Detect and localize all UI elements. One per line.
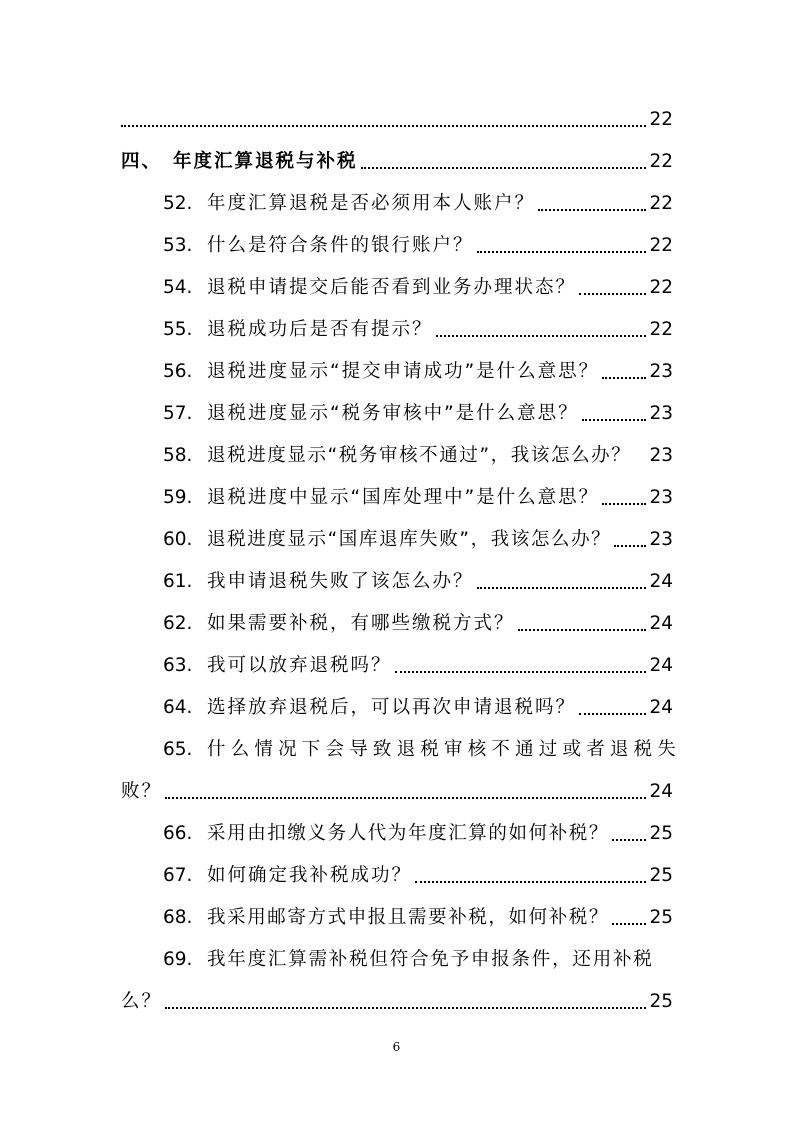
entry-number: 69.: [163, 949, 193, 970]
toc-page-number: 25: [649, 865, 673, 886]
page-footer-number: 6: [392, 1040, 401, 1054]
leader-dots: [579, 293, 646, 295]
toc-page-number: 25: [649, 823, 673, 844]
toc-entry[interactable]: [121, 226, 673, 258]
toc-entry-continuation[interactable]: [121, 982, 673, 1014]
toc-entry[interactable]: [121, 688, 673, 720]
toc-entry[interactable]: [121, 352, 673, 384]
entry-title: 什么情况下会导致退税审核不通过或者退税失: [207, 739, 682, 760]
entry-title-continued: 么？: [121, 991, 163, 1012]
toc-section-heading[interactable]: [121, 142, 673, 174]
entry-title: 退税申请提交后能否看到业务办理状态？: [207, 277, 577, 298]
toc-entry-first-line[interactable]: [163, 940, 673, 972]
leader-dots: [538, 209, 646, 211]
toc-entry[interactable]: [121, 814, 673, 846]
toc-page-number: 23: [649, 403, 673, 424]
toc-page-number: 22: [649, 193, 673, 214]
leader-dots: [582, 419, 647, 421]
toc-page-number: 24: [649, 571, 673, 592]
toc-page-number: 23: [649, 361, 673, 382]
leader-dots: [602, 503, 646, 505]
toc-page-number: 24: [649, 781, 673, 802]
toc-page-number: 22: [649, 235, 673, 256]
toc-page-number: 25: [649, 907, 673, 928]
entry-title: 如何确定我补税成功？: [207, 865, 413, 886]
entry-title: 我申请退税失败了该怎么办？: [207, 571, 474, 592]
toc-entry[interactable]: [121, 436, 673, 468]
entry-title: 什么是符合条件的银行账户？: [207, 235, 474, 256]
toc-page-number: 25: [649, 991, 673, 1012]
leader-dots: [165, 797, 646, 799]
entry-title: 如果需要补税，有哪些缴税方式？: [207, 613, 515, 634]
toc-page-number: 22: [649, 109, 673, 130]
entry-title: 退税进度显示“税务审核不通过”，我该怎么办？: [207, 445, 632, 466]
entry-title: 我可以放弃退税吗？: [207, 655, 392, 676]
toc-page-number: 24: [649, 613, 673, 634]
entry-number: 62.: [163, 613, 193, 634]
entry-title: 退税进度显示“国库退库失败”，我该怎么办？: [207, 529, 612, 550]
leader-dots: [579, 713, 646, 715]
toc-entry-continuation[interactable]: [121, 772, 673, 804]
toc-entry[interactable]: [121, 856, 673, 888]
toc-entry[interactable]: [121, 562, 673, 594]
leader-dots: [415, 881, 646, 883]
toc-entry-first-line[interactable]: [163, 730, 682, 762]
entry-number: 67.: [163, 865, 193, 886]
leader-dots: [395, 671, 647, 673]
entry-title: 选择放弃退税后，可以再次申请退税吗？: [207, 697, 577, 718]
toc-page-number: 22: [649, 319, 673, 340]
toc-entry[interactable]: [121, 310, 673, 342]
entry-title: 退税成功后是否有提示？: [207, 319, 433, 340]
toc-page-number: 22: [649, 151, 673, 172]
toc-page-number: 23: [649, 487, 673, 508]
section-title: 年度汇算退税与补税: [173, 151, 358, 172]
entry-number: 66.: [163, 823, 193, 844]
entry-number: 53.: [163, 235, 193, 256]
leader-dots: [477, 251, 647, 253]
entry-title: 退税进度显示“税务审核中”是什么意思？: [207, 403, 579, 424]
section-number: 四、: [121, 151, 163, 172]
entry-title: 退税进度显示“提交申请成功”是什么意思？: [207, 361, 600, 382]
leader-dots: [165, 1007, 646, 1009]
entry-title: 年度汇算退税是否必须用本人账户？: [207, 193, 536, 214]
entry-title: 退税进度中显示“国库处理中”是什么意思？: [207, 487, 600, 508]
toc-page-number: 24: [649, 655, 673, 676]
entry-number: 54.: [163, 277, 193, 298]
entry-number: 64.: [163, 697, 193, 718]
toc-entry[interactable]: [121, 394, 673, 426]
entry-number: 55.: [163, 319, 193, 340]
toc-entry[interactable]: [121, 646, 673, 678]
entry-title: 我采用邮寄方式申报且需要补税，如何补税？: [207, 907, 610, 928]
entry-number: 52.: [163, 193, 193, 214]
toc-entry[interactable]: [121, 520, 673, 552]
entry-number: 59.: [163, 487, 193, 508]
entry-title-continued: 败？: [121, 781, 163, 802]
leader-dots: [121, 125, 646, 127]
entry-number: 60.: [163, 529, 193, 550]
toc-entry[interactable]: [121, 184, 673, 216]
leader-dots: [361, 167, 647, 169]
entry-number: 65.: [163, 739, 193, 760]
leader-dots: [612, 923, 646, 925]
toc-entry[interactable]: [121, 268, 673, 300]
leader-dots: [477, 587, 647, 589]
toc-page-number: 23: [649, 529, 673, 550]
leader-dots: [602, 377, 646, 379]
entry-title: 采用由扣缴义务人代为年度汇算的如何补税？: [207, 823, 610, 844]
entry-title: 我年度汇算需补税但符合免予申报条件，还用补税: [207, 949, 654, 970]
entry-number: 58.: [163, 445, 193, 466]
leader-dots: [436, 335, 647, 337]
entry-number: 56.: [163, 361, 193, 382]
toc-entry[interactable]: [121, 604, 673, 636]
entry-number: 68.: [163, 907, 193, 928]
toc-entry[interactable]: [121, 478, 673, 510]
entry-number: 61.: [163, 571, 193, 592]
leader-dots: [518, 629, 647, 631]
leader-dots: [612, 839, 646, 841]
toc-continuation-line: [121, 100, 673, 132]
toc-entry[interactable]: [121, 898, 673, 930]
toc-page-number: 22: [649, 277, 673, 298]
entry-number: 63.: [163, 655, 193, 676]
toc-page-number: 23: [649, 445, 673, 466]
entry-number: 57.: [163, 403, 193, 424]
leader-dots: [614, 545, 646, 547]
toc-page-number: 24: [649, 697, 673, 718]
